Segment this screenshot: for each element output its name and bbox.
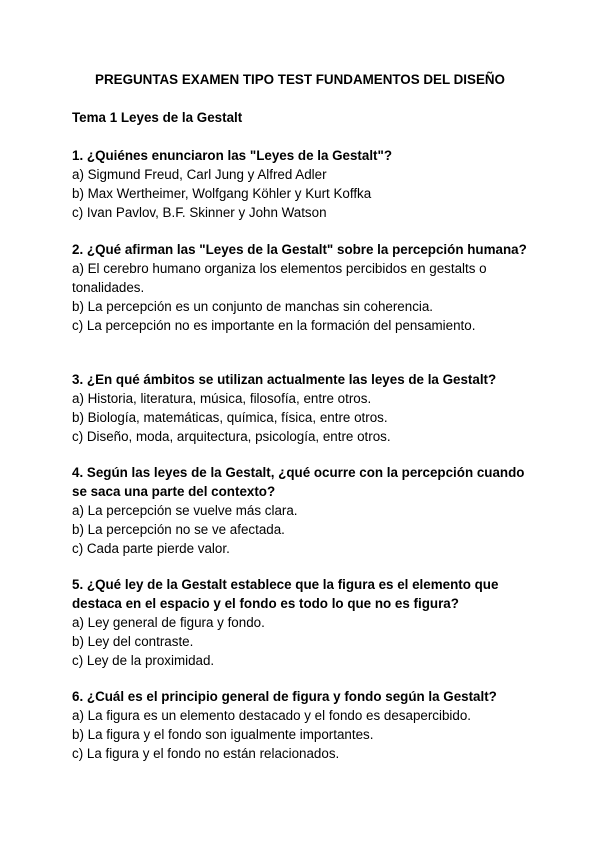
option-c: c) La percepción no es importante en la formación del pensamiento. — [72, 318, 476, 333]
section-heading: Tema 1 Leyes de la Gestalt — [72, 110, 243, 125]
option-list — [72, 165, 532, 222]
question-6 — [72, 687, 532, 763]
option-b: b) Ley del contraste. — [72, 634, 194, 649]
option-a: a) La figura es un elemento destacado y el fondo es desapercibido. — [72, 708, 472, 723]
option-b: b) La percepción es un conjunto de manchas sin coherencia. — [72, 299, 434, 314]
option-list — [72, 389, 532, 446]
option-c: c) Ivan Pavlov, B.F. Skinner y John Watson — [72, 205, 327, 220]
option-b: b) Biología, matemáticas, química, física, entre otros. — [72, 410, 388, 425]
document-title: PREGUNTAS EXAMEN TIPO TEST FUNDAMENTOS DEL DISEÑO — [95, 72, 505, 87]
option-a: a) La percepción se vuelve más clara. — [72, 503, 298, 518]
option-list — [72, 259, 532, 335]
option-a: a) Ley general de figura y fondo. — [72, 615, 265, 630]
question-text: 1. ¿Quiénes enunciaron las "Leyes de la Gestalt"? — [72, 148, 393, 163]
question-text: 5. ¿Qué ley de la Gestalt establece que la figura es el elemento que destaca en el espacio y el fondo es todo lo que no es figura? — [72, 577, 499, 611]
option-c: c) Diseño, moda, arquitectura, psicología, entre otros. — [72, 429, 391, 444]
option-a: a) Historia, literatura, música, filosofía, entre otros. — [72, 391, 372, 406]
question-text: 2. ¿Qué afirman las "Leyes de la Gestalt" sobre la percepción humana? — [72, 242, 527, 257]
option-c: c) Ley de la proximidad. — [72, 653, 215, 668]
option-list — [72, 501, 532, 558]
question-2 — [72, 240, 532, 335]
question-5 — [72, 575, 532, 670]
option-b: b) La percepción no se ve afectada. — [72, 522, 285, 537]
question-1 — [72, 146, 532, 222]
option-list — [72, 613, 532, 670]
option-b: b) Max Wertheimer, Wolfgang Köhler y Kurt Koffka — [72, 186, 372, 201]
question-text: 6. ¿Cuál es el principio general de figura y fondo según la Gestalt? — [72, 689, 497, 704]
option-b: b) La figura y el fondo son igualmente importantes. — [72, 727, 374, 742]
option-a: a) El cerebro humano organiza los elementos percibidos en gestalts o tonalidades. — [72, 261, 487, 295]
option-list — [72, 706, 532, 763]
question-4 — [72, 463, 532, 558]
option-c: c) Cada parte pierde valor. — [72, 541, 230, 556]
option-a: a) Sigmund Freud, Carl Jung y Alfred Adler — [72, 167, 327, 182]
question-3 — [72, 370, 532, 446]
question-text: 4. Según las leyes de la Gestalt, ¿qué ocurre con la percepción cuando se saca una parte del contexto? — [72, 465, 525, 499]
question-text: 3. ¿En qué ámbitos se utilizan actualmente las leyes de la Gestalt? — [72, 372, 497, 387]
option-c: c) La figura y el fondo no están relacionados. — [72, 746, 340, 761]
